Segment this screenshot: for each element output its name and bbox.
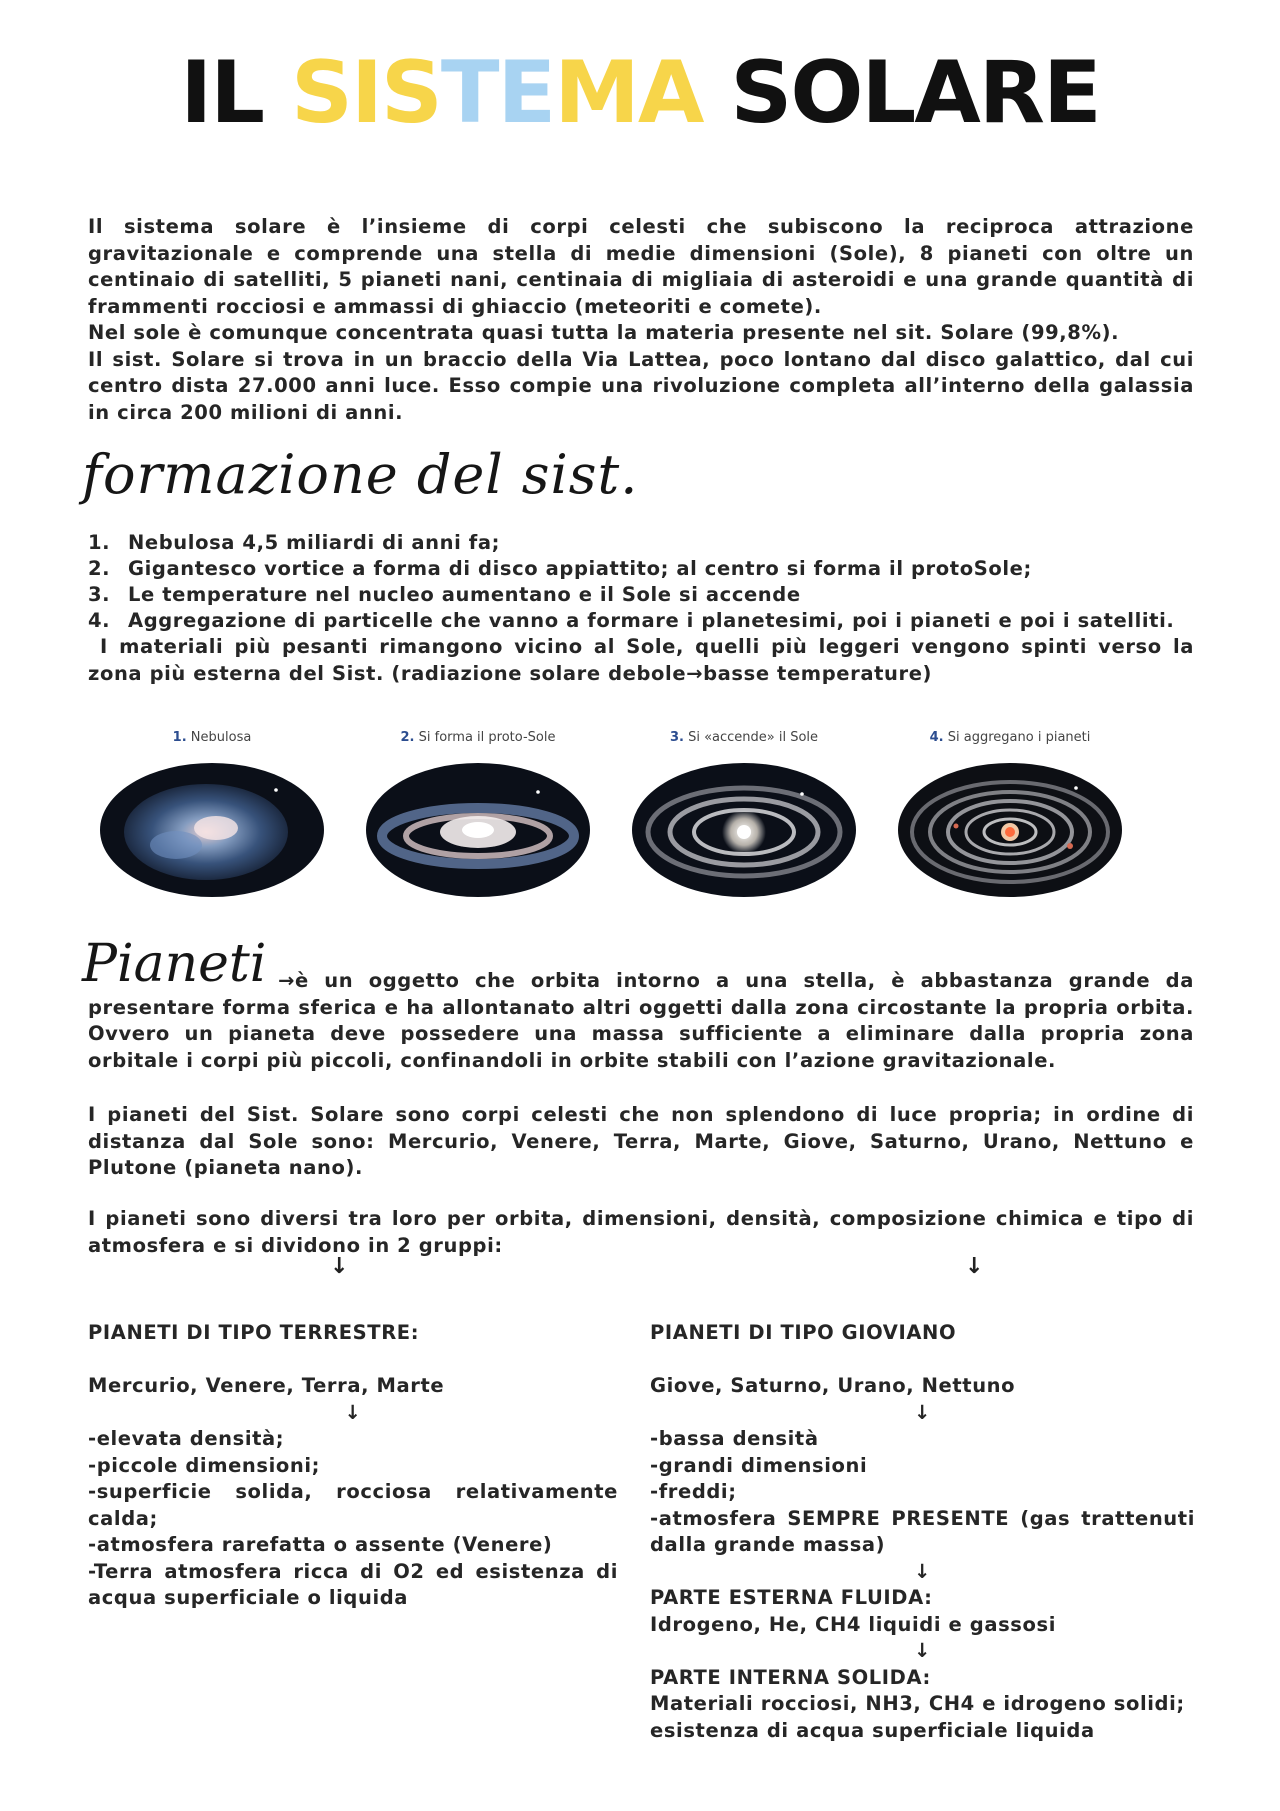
stage-caption — [362, 730, 594, 745]
stage-number: 2. — [400, 730, 415, 745]
pianeti-definition — [88, 968, 1194, 1074]
stage-pianeti — [894, 730, 1126, 910]
sun-ignites-image — [628, 760, 860, 900]
gioviano-trait: -bassa densità — [650, 1427, 819, 1450]
nebula-image — [96, 760, 328, 900]
interna-title: PARTE INTERNA SOLIDA: — [650, 1665, 931, 1689]
arrow-down-left: ↓ — [330, 1254, 349, 1279]
step-text: Nebulosa 4,5 miliardi di anni fa; — [128, 531, 500, 554]
stage-label: Si aggregano i pianeti — [947, 730, 1091, 745]
intro-paragraph-3: Il sist. Solare si trova in un braccio della Via Lattea, poco lontano dal disco galattico, dal cui centro dista 27.000 anni luce. Esso compie una rivoluzione completa all’interno della galassia in circa 200 milioni di anni. — [88, 347, 1194, 424]
planets-aggregate-image — [894, 760, 1126, 900]
arrow-down-right: ↓ — [965, 1254, 984, 1279]
formazione-step — [88, 608, 1198, 634]
intro-paragraph-1: Il sistema solare è l’insieme di corpi celesti che subiscono la reciproca attrazione gravitazionale e comprende una stella di medie dimensioni (Sole), 8 pianeti con oltre un centinaio di satelliti, 5 pianeti nani, centinaia di migliaia di asteroidi e una grande quantità di frammenti rocciosi e ammassi di ghiaccio (meteoriti e comete). — [88, 215, 1194, 318]
stage-number: 3. — [669, 730, 684, 745]
formazione-steps — [88, 530, 1198, 634]
arrow-down-icon: ↓ — [914, 1559, 931, 1583]
title-sistema-part-2: TE — [440, 43, 555, 143]
esterna-title: PARTE ESTERNA FLUIDA: — [650, 1586, 933, 1609]
gioviano-title: PIANETI DI TIPO GIOVIANO — [650, 1321, 957, 1344]
stage-proto-sole — [362, 730, 594, 910]
intro-paragraph-2: Nel sole è comunque concentrata quasi tutta la materia presente nel sit. Solare (99,8%). — [88, 321, 1120, 344]
stage-label: Nebulosa — [190, 730, 252, 745]
gioviano-column — [650, 1320, 1195, 1744]
esterna-text: Idrogeno, He, CH4 liquidi e gassosi — [650, 1612, 1056, 1636]
gioviano-trait: -grandi dimensioni — [650, 1453, 868, 1477]
terrestre-trait: -elevata densità; — [88, 1427, 285, 1450]
stage-nebulosa — [96, 730, 328, 910]
stage-label: Si forma il proto-Sole — [418, 730, 556, 745]
stage-label: Si «accende» il Sole — [688, 730, 819, 745]
gioviano-trait: -atmosfera SEMPRE PRESENTE (gas trattenuti — [650, 1506, 1195, 1530]
arrow-down-icon: ↓ — [914, 1400, 931, 1424]
formazione-step — [88, 582, 1198, 608]
step-number: 3. — [88, 583, 111, 606]
stage-caption — [628, 730, 860, 745]
terrestre-trait: -superficie solida, rocciosa relativamente — [88, 1480, 618, 1503]
terrestre-trait: -Terra atmosfera ricca di O2 ed esistenza di — [88, 1559, 618, 1583]
pianeti-paragraph-3: I pianeti sono diversi tra loro per orbita, dimensioni, densità, composizione chimica e tipo di atmosfera e si dividono in 2 gruppi: — [88, 1207, 1194, 1257]
stage-sole-acceso — [628, 730, 860, 910]
stage-number: 1. — [172, 730, 187, 745]
title-sistema-part-1: SIS — [291, 43, 441, 143]
terrestre-trait: -piccole dimensioni; — [88, 1453, 321, 1477]
formazione-step — [88, 530, 1198, 556]
formazione-heading: formazione del sist. — [82, 443, 639, 506]
arrow-down-icon: ↓ — [344, 1400, 362, 1424]
terrestre-trait: acqua superficiale o liquida — [88, 1586, 409, 1609]
title-sistema-part-3: MA — [554, 43, 703, 143]
title-word-sistema — [291, 43, 702, 143]
gioviano-trait: -freddi; — [650, 1480, 737, 1503]
gioviano-trait: dalla grande massa) — [650, 1533, 886, 1556]
stage-caption — [96, 730, 328, 745]
formazione-note: I materiali più pesanti rimangono vicino al Sole, quelli più leggeri vengono spinti verso la zona più esterna del Sist. (radiazione solare debole→basse temperature) — [88, 635, 1194, 685]
terrestre-title: PIANETI DI TIPO TERRESTRE: — [88, 1321, 420, 1344]
step-text: Le temperature nel nucleo aumentano e il Sole si accende — [128, 583, 801, 606]
terrestre-trait: -atmosfera rarefatta o assente (Venere) — [88, 1533, 553, 1556]
step-text: Gigantesco vortice a forma di disco appiattito; al centro si forma il protoSole; — [128, 557, 1032, 580]
pianeti-def-text: →è un oggetto che orbita intorno a una stella, è abbastanza grande da presentare forma sferica e ha allontanato altri oggetti dalla zona circostante la propria orbita. Ovvero un pianeta deve possedere una massa sufficiente a eliminare dalla propria zona orbitale i corpi più piccoli, confinandoli in orbite stabili con l’azione gravitazionale. — [88, 969, 1194, 1072]
terrestre-members: Mercurio, Venere, Terra, Marte — [88, 1374, 445, 1397]
stage-number: 4. — [929, 730, 944, 745]
formation-figure — [96, 730, 1126, 910]
stage-caption — [894, 730, 1126, 745]
step-number: 4. — [88, 609, 111, 632]
title-word-solare: SOLARE — [730, 43, 1100, 143]
formazione-step — [88, 556, 1198, 582]
title-word-il: IL — [180, 43, 264, 143]
arrow-down-icon: ↓ — [914, 1639, 931, 1662]
step-text: Aggregazione di particelle che vanno a formare i planetesimi, poi i pianeti e poi i satelliti. — [128, 609, 1175, 632]
pianeti-heading: Pianeti — [82, 934, 267, 994]
terrestre-trait: calda; — [88, 1506, 158, 1530]
step-number: 2. — [88, 557, 111, 580]
interna-text: esistenza di acqua superficiale liquida — [650, 1718, 1095, 1742]
interna-text: Materiali rocciosi, NH3, CH4 e idrogeno solidi; — [650, 1692, 1185, 1715]
intro-text — [88, 214, 1194, 426]
step-number: 1. — [88, 531, 111, 554]
page-title — [0, 43, 1280, 143]
terrestre-column — [88, 1320, 618, 1612]
pianeti-paragraph-2: I pianeti del Sist. Solare sono corpi celesti che non splendono di luce propria; in ordine di distanza dal Sole sono: Mercurio, Venere, Terra, Marte, Giove, Saturno, Urano, Nettuno e Plutone (pianeta nano). — [88, 1103, 1194, 1179]
proto-sun-image — [362, 760, 594, 900]
gioviano-members: Giove, Saturno, Urano, Nettuno — [650, 1374, 1016, 1397]
